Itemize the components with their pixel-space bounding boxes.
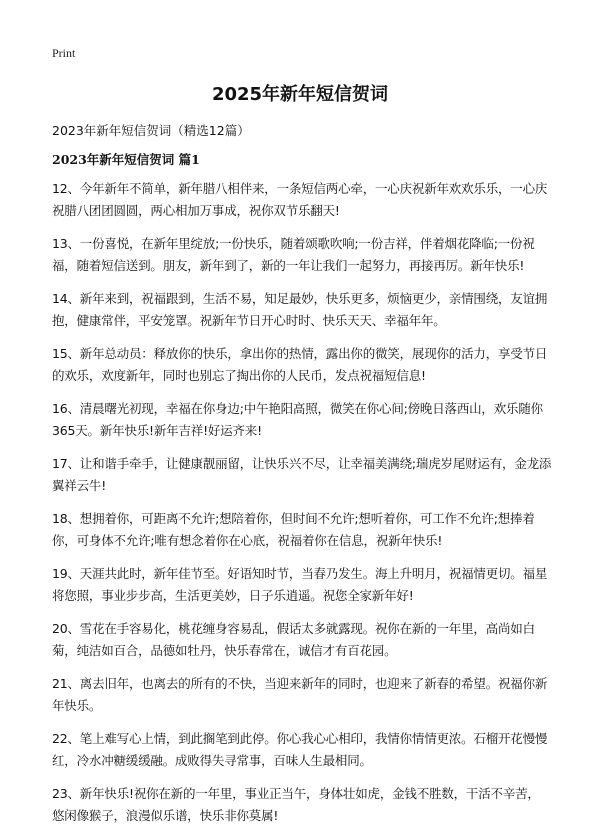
greeting-list <box>52 178 552 838</box>
greeting-entry: 17、让和谐手牵手，让健康靓丽留，让快乐兴不尽，让幸福美满绕;瑞虎岁尾财运有，金龙添翼祥云牛! <box>52 456 552 493</box>
greeting-entry: 14、新年来到，祝福跟到，生活不易，知足最妙，快乐更多，烦恼更少，亲情围绕，友谊拥抱，健康常伴，平安笼罩。祝新年节日开心时时、快乐天天、幸福年年。 <box>52 291 548 328</box>
greeting-entry: 15、新年总动员：释放你的快乐，拿出你的热情，露出你的微笑，展现你的活力，享受节日的欢乐，欢度新年，同时也别忘了掏出你的人民币，发点祝福短信息! <box>52 346 548 383</box>
greeting-entry: 12、今年新年不简单，新年腊八相伴来，一条短信两心牵，一心庆祝新年欢欢乐乐，一心庆祝腊八团团圆圆，两心相加万事成，祝你双节乐翻天! <box>52 181 548 218</box>
greeting-entry: 22、笔上难写心上情，到此搁笔到此停。你心我心心相印，我情你情情更浓。石榴开花慢慢红，冷水冲糖缓缓融。成败得失寻常事，百味人生最相同。 <box>52 731 548 768</box>
page-title: 2025年新年短信贺词 <box>211 84 389 105</box>
greeting-entry: 13、一份喜悦，在新年里绽放;一份快乐，随着颂歌吹响;一份吉祥，伴着烟花降临;一份祝福，随着短信送到。朋友，新年到了，新的一年让我们一起努力，再接再厉。新年快乐! <box>52 236 535 273</box>
greeting-entry: 18、想拥着你，可距离不允许;想陪着你，但时间不允许;想听着你，可工作不允许;想捧着你，可身体不允许;唯有想念着你在心底，祝福着你在信息，祝新年快乐! <box>52 511 535 548</box>
document-subtitle: 2023年新年短信贺词（精选12篇） <box>52 123 250 138</box>
greeting-entry: 23、新年快乐!祝你在新的一年里，事业正当午，身体壮如虎，金钱不胜数，干活不辛苦，悠闲像猴子，浪漫似乐谱，快乐非你莫属! <box>52 786 540 823</box>
greeting-entry: 19、天涯共此时，新年佳节至。好语知时节，当春乃发生。海上升明月，祝福情更切。福星将您照，事业步步高，生活更美妙，日子乐逍遥。祝您全家新年好! <box>52 566 548 603</box>
greeting-entry: 20、雪花在手容易化，桃花缠身容易乱，假话太多就露现。祝你在新的一年里，高尚如白菊，纯洁如百合，品德如牡丹，快乐春常在，诚信才有百花园。 <box>52 621 535 658</box>
print-link[interactable]: Print <box>52 46 76 60</box>
greeting-entry: 21、离去旧年，也离去的所有的不快，当迎来新年的同时，也迎来了新春的希望。祝福你新年快乐。 <box>52 676 548 713</box>
section-heading: 2023年新年短信贺词 篇1 <box>52 152 200 167</box>
greeting-entry: 16、清晨曙光初现，幸福在你身边;中午艳阳高照，微笑在你心间;傍晚日落西山，欢乐随你365天。新年快乐!新年吉祥!好运齐来! <box>52 401 543 438</box>
